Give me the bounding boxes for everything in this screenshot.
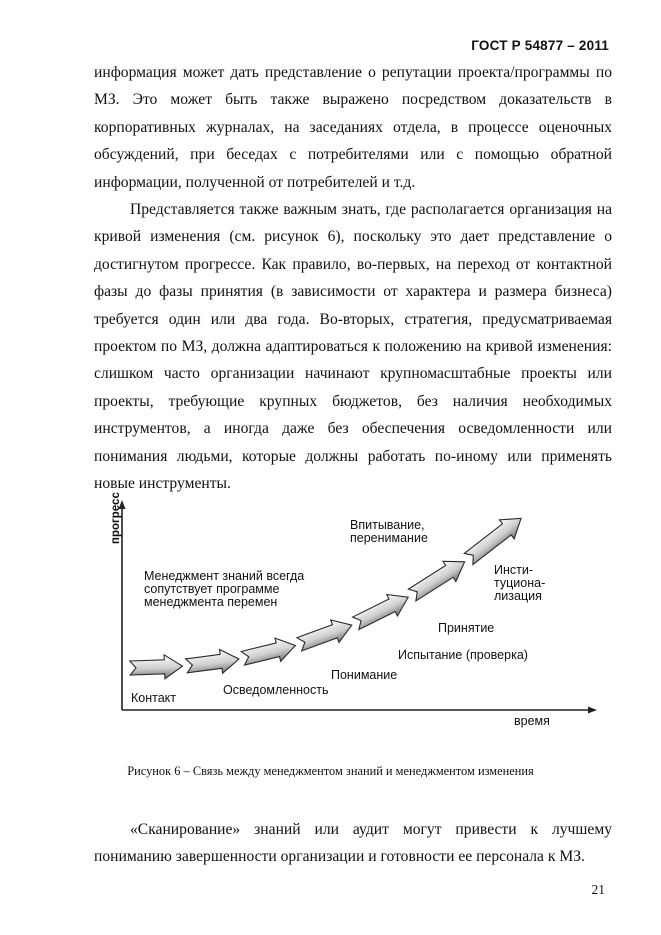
stage-label-understanding: Понимание [331,668,398,682]
stage-arrow-acceptance [350,587,413,635]
x-axis-arrowhead [588,707,597,714]
stage-label-acceptance: Принятие [438,621,495,635]
stage-arrow-testing [295,614,356,656]
paragraph-2 [94,196,612,497]
stage-arrow-contact [130,654,183,680]
paragraph-3-text: «Сканирование» знаний или аудит могут привести к лучшему пониманию завершенности организации и готовности ее персонала к МЗ. [94,821,612,866]
document-standard-header: ГОСТ Р 54877 – 2011 [471,38,609,53]
stage-arrow-absorption [461,509,528,569]
page-number: 21 [591,882,605,897]
paragraph-1-text: информация может дать представление о репутации проекта/программы по МЗ. Это может быть также выражено посредством доказательств в корпоративных журналах, на заседаниях отдела, в процессе оценочных обсуждений, при беседах с потребителями или с помощью обратной информации, полученной от потребителей и т.д. [94,64,612,191]
note-line: менеджмента перемен [144,595,278,609]
paragraph-1 [94,59,612,196]
stage-label-awareness: Осведомленность [223,683,329,697]
note-line: сопутствует программе [144,582,280,596]
paragraph-3 [94,816,612,871]
paragraph-2-text: Представляется также важным знать, где располагается организация на кривой изменения (см. рисунок 6), поскольку это дает представление о достигнутом прогрессе. Как правило, во-первых, на переход от контактной фазы до фазы принятия (в зависимости от характера и размера бизнеса) требуется один или два года. Во-вторых, стратегия, предусматриваемая проектом по МЗ, должна адаптироваться к положению на кривой изменения: слишком часто организации начинают крупномасштабные проекты или проекты, требующие крупных бюджетов, без наличия необходимых инструментов, а иногда даже без обеспечения осведомленности или понимания людьми, которые должны работать по-иному или применять новые инструменты. [94,201,612,493]
x-axis-label: время [514,714,550,728]
stage-label-absorption [350,519,428,545]
y-axis-label: прогресс [110,492,122,544]
change-curve-figure [100,492,600,730]
note-line: Менеджмент знаний всегда [144,569,305,583]
stage-arrow-understanding [240,634,298,670]
stage-arrow-institutionalization [406,552,471,606]
stage-label-line: перенимание [350,531,428,545]
stage-label-line: туциона- [494,576,546,590]
figure-caption: Рисунок 6 – Связь между менеджментом знаний и менеджментом изменения [127,764,534,778]
stage-label-line: Впитывание, [350,518,425,532]
stage-label-line: Инсти- [494,563,534,577]
stage-label-line: лизация [494,589,542,603]
stage-label-testing: Испытание (проверка) [398,648,528,662]
stage-label-contact: Контакт [131,691,177,705]
stage-label-institutionalization [494,564,545,603]
stage-arrow-awareness [185,647,241,678]
knowledge-management-note [144,570,304,609]
